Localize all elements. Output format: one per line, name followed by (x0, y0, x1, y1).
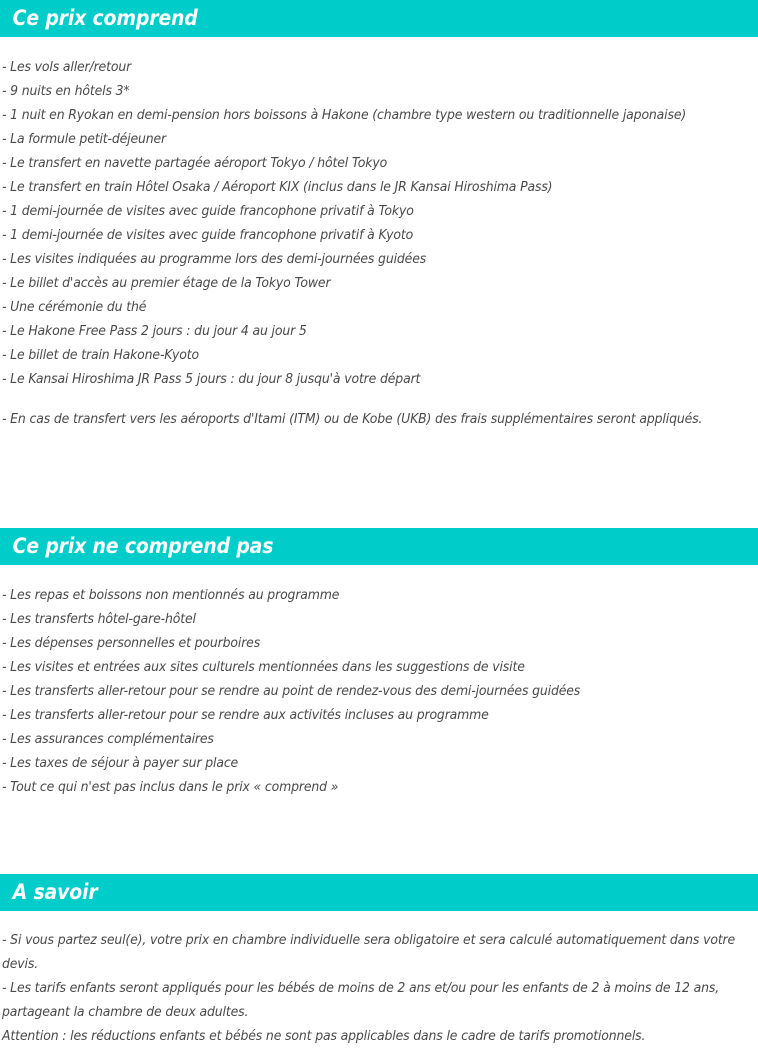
section-title: Ce prix comprend (12, 6, 198, 30)
list-item: - Les transferts aller-retour pour se rendre au point de rendez-vous des demi-journées guidées (2, 684, 581, 699)
section-header-ce-prix-comprend (0, 0, 758, 37)
list-item: - Les transferts hôtel-gare-hôtel (2, 612, 196, 627)
list-item: - Les taxes de séjour à payer sur place (2, 756, 239, 771)
section-note: - En cas de transfert vers les aéroports d'Itami (ITM) ou de Kobe (UKB) des frais supplémentaires seront appliqués. (2, 412, 703, 427)
list-item: - Les assurances complémentaires (2, 732, 214, 747)
list-item: - 1 demi-journée de visites avec guide francophone privatif à Tokyo (2, 204, 414, 219)
list-item: - Les visites indiquées au programme lors des demi-journées guidées (2, 252, 427, 267)
section-header-a-savoir (0, 874, 758, 911)
list-item: - Le transfert en train Hôtel Osaka / Aéroport KIX (inclus dans le JR Kansai Hiroshima Pass) (2, 180, 553, 195)
list-item: - Les repas et boissons non mentionnés au programme (2, 588, 340, 603)
section-body-ce-prix-comprend (0, 56, 758, 432)
list-item: - Une cérémonie du thé (2, 300, 147, 315)
list-item: - Les tarifs enfants seront appliqués pour les bébés de moins de 2 ans et/ou pour les enfants de 2 à moins de 12 ans, partageant la chambre de deux adultes. (2, 981, 720, 1020)
list-item: - La formule petit-déjeuner (2, 132, 167, 147)
list-item: - 9 nuits en hôtels 3* (2, 84, 130, 99)
list-item: - Les visites et entrées aux sites culturels mentionnées dans les suggestions de visite (2, 660, 525, 675)
list-item: - 1 demi-journée de visites avec guide francophone privatif à Kyoto (2, 228, 414, 243)
list-item: - Le Kansai Hiroshima JR Pass 5 jours : du jour 8 jusqu'à votre départ (2, 372, 421, 387)
list-item: - Le Hakone Free Pass 2 jours : du jour 4 au jour 5 (2, 324, 307, 339)
list-item: - Si vous partez seul(e), votre prix en chambre individuelle sera obligatoire et sera calculé automatiquement dans votre devis. (2, 933, 736, 972)
list-item: - Le billet de train Hakone-Kyoto (2, 348, 199, 363)
list-item: Attention : les réductions enfants et bébés ne sont pas applicables dans le cadre de tarifs promotionnels. (2, 1029, 646, 1044)
list-item: - Les transferts aller-retour pour se rendre aux activités incluses au programme (2, 708, 489, 723)
section-title: Ce prix ne comprend pas (12, 534, 274, 558)
section-body-a-savoir (0, 929, 758, 1049)
section-header-ce-prix-ne-comprend-pas (0, 528, 758, 565)
list-item: - Les dépenses personnelles et pourboires (2, 636, 261, 651)
section-title: A savoir (12, 880, 98, 904)
list-item: - Le transfert en navette partagée aéroport Tokyo / hôtel Tokyo (2, 156, 388, 171)
section-body-ce-prix-ne-comprend-pas (0, 584, 758, 800)
list-item: - Les vols aller/retour (2, 60, 132, 75)
list-item: - Tout ce qui n'est pas inclus dans le prix « comprend » (2, 780, 339, 795)
list-item: - 1 nuit en Ryokan en demi-pension hors boissons à Hakone (chambre type western ou traditionnelle japonaise) (2, 108, 687, 123)
list-item: - Le billet d'accès au premier étage de la Tokyo Tower (2, 276, 331, 291)
